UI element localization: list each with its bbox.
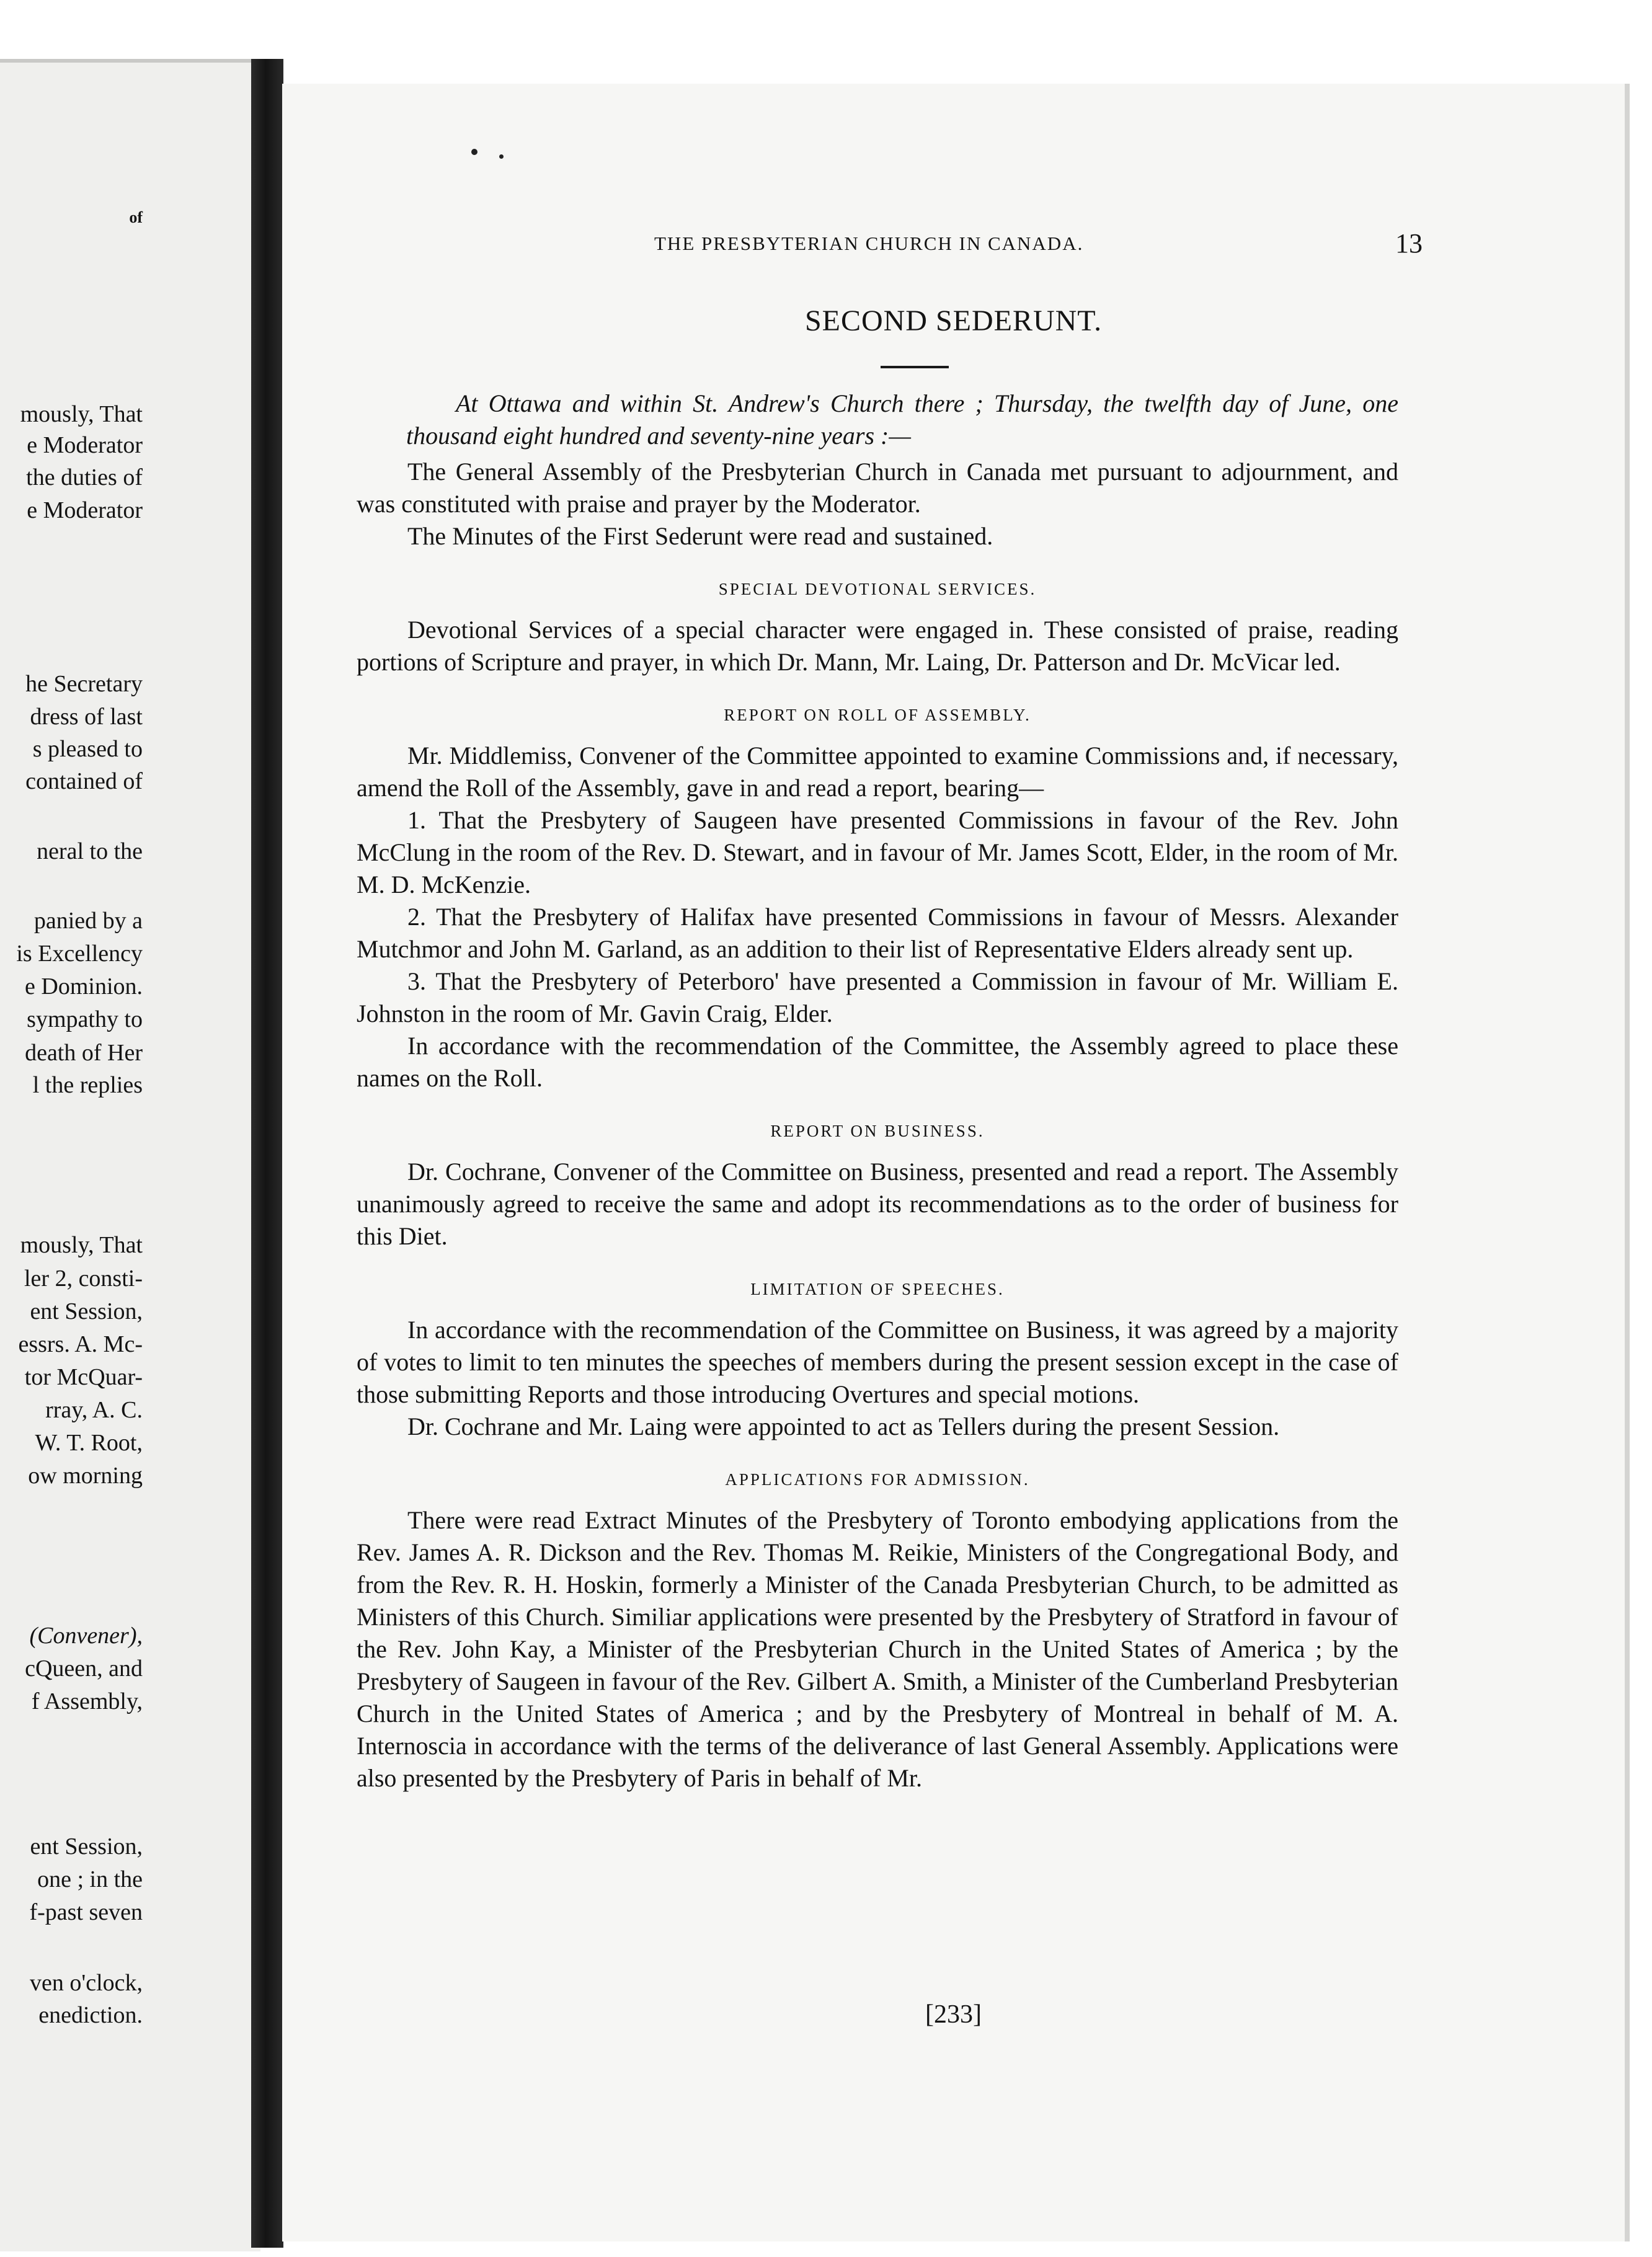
paragraph: There were read Extract Minutes of the Presbytery of Toronto embodying applications from the Rev. James A. R. Dickson and the Rev. Thomas M. Reikie, Ministers of the Congregational Body, and from the Rev. R. H. Hoskin, formerly a Minister of the Canada Presbyterian Church, to be admitted as Ministers of this Church. Similiar applications were presented by the Presbytery of Stratford in favour of the Rev. John Kay, a Minister of the Presbyterian Church in the United States of America ; by the Presbytery of Saugeen in favour of the Rev. Gilbert A. Smith, a Minister of the Cumberland Presbyterian Church in the United States of America ; and by the Presbytery of Montreal in behalf of M. A. Internoscia in accordance with the terms of the deliverance of last General Assembly. Applications were also presented by the Presbytery of Paris in behalf of Mr. — [357, 1506, 1398, 1792]
paragraph: 3. That the Presbytery of Peterboro' have presented a Commission in favour of Mr. William E. Johnston in the room of Mr. Gavin Craig, Elder. — [357, 967, 1398, 1027]
ink-speck — [471, 149, 477, 155]
left-page-fragment: rray, A. C. — [45, 1397, 143, 1423]
left-page-fragment: mously, That — [20, 1232, 143, 1258]
paragraph: Mr. Middlemiss, Convener of the Committee appointed to examine Commissions and, if necessary, amend the Roll of the Assembly, gave in and read a report, bearing— — [357, 742, 1398, 802]
left-page-fragment: ven o'clock, — [29, 1970, 143, 1996]
left-page-fragment: ler 2, consti- — [24, 1266, 143, 1292]
left-page-fragment: s pleased to — [32, 736, 143, 762]
left-page-fragment: one ; in the — [37, 1866, 143, 1892]
left-page-fragment: ow morning — [28, 1463, 143, 1489]
page-body — [357, 388, 1398, 1794]
left-page-fragment: e Moderator — [27, 497, 143, 523]
left-page-fragment: tor McQuar- — [24, 1364, 143, 1390]
page-number: 13 — [1395, 228, 1423, 259]
page-right — [282, 84, 1630, 2241]
section-heading: REPORT ON ROLL OF ASSEMBLY. — [724, 706, 1031, 724]
left-page-fragment: he Secretary — [25, 671, 143, 697]
section-heading: APPLICATIONS FOR ADMISSION. — [725, 1470, 1030, 1489]
left-page-fragment: essrs. A. Mc- — [18, 1331, 143, 1357]
left-page-fragment: W. T. Root, — [35, 1430, 143, 1456]
left-page-fragment: f Assembly, — [31, 1688, 143, 1714]
left-page-fragment: mously, That — [20, 401, 143, 427]
left-page-fragment: enediction. — [38, 2002, 143, 2028]
paragraph: Devotional Services of a special character were engaged in. These consisted of praise, reading portions of Scripture and prayer, in which Dr. Mann, Mr. Laing, Dr. Patterson and Dr. McVicar led. — [357, 616, 1398, 676]
left-page-fragment: dress of last — [30, 704, 143, 730]
title-rule — [881, 366, 949, 368]
paragraph: Dr. Cochrane, Convener of the Committee on Business, presented and read a report. The Assembly unanimously agreed to receive the same and adopt its recommendations as to the order of business for this Diet. — [357, 1158, 1398, 1250]
left-page-fragment: e Dominion. — [25, 973, 143, 1000]
left-page-fragment: e Moderator — [27, 432, 143, 458]
ink-speck — [499, 154, 504, 159]
date-line: At Ottawa and within St. Andrew's Church there ; Thursday, the twelfth day of June, one thousand eight hundred and seventy-nine years :— — [406, 389, 1398, 450]
left-page-fragment: panied by a — [33, 908, 143, 934]
paragraph: 2. That the Presbytery of Halifax have presented Commissions in favour of Messrs. Alexander Mutchmor and John M. Garland, as an addition to their list of Representative Elders already sent up. — [357, 903, 1398, 963]
facing-page-left — [0, 59, 260, 2251]
left-page-fragment: f-past seven — [29, 1899, 143, 1925]
paragraph: 1. That the Presbytery of Saugeen have presented Commissions in favour of the Rev. John McClung in the room of the Rev. D. Stewart, and in favour of Mr. James Scott, Elder, in the room of Mr. M. D. McKenzie. — [357, 806, 1398, 898]
left-page-fragment: l the replies — [32, 1072, 143, 1098]
left-page-fragment: ent Session, — [30, 1298, 143, 1324]
paragraph: Dr. Cochrane and Mr. Laing were appointed to act as Tellers during the present Session. — [407, 1412, 1280, 1440]
left-page-fragment: ent Session, — [30, 1834, 143, 1860]
left-page-fragment: (Convener), — [29, 1623, 143, 1649]
intro-paragraph: The Minutes of the First Sederunt were read and sustained. — [407, 522, 993, 550]
folio-number: [233] — [925, 2000, 982, 2029]
left-page-fragment: cQueen, and — [25, 1656, 143, 1682]
section-heading: SPECIAL DEVOTIONAL SERVICES. — [718, 580, 1037, 598]
left-page-fragment: death of Her — [25, 1040, 143, 1066]
left-page-fragment: neral to the — [37, 838, 143, 864]
left-page-fragment: sympathy to — [27, 1006, 143, 1032]
left-page-fragment: the duties of — [26, 464, 143, 490]
intro-paragraph: The General Assembly of the Presbyterian Church in Canada met pursuant to adjournment, and was constituted with praise and prayer by the Moderator. — [357, 458, 1398, 518]
section-title: SECOND SEDERUNT. — [804, 304, 1103, 337]
book-gutter — [251, 59, 283, 2248]
running-head: THE PRESBYTERIAN CHURCH IN CANADA. — [654, 233, 1084, 254]
left-page-fragment: contained of — [25, 768, 143, 794]
paragraph: In accordance with the recommendation of the Committee on Business, it was agreed by a majority of votes to limit to ten minutes the speeches of members during the present session except in the case of those submitting Reports and those introducing Overtures and special motions. — [357, 1316, 1398, 1408]
section-heading: LIMITATION OF SPEECHES. — [750, 1280, 1005, 1298]
paragraph: In accordance with the recommendation of the Committee, the Assembly agreed to place these names on the Roll. — [357, 1032, 1398, 1092]
left-page-fragment: of — [129, 208, 143, 226]
left-page-fragment: is Excellency — [16, 941, 143, 967]
section-heading: REPORT ON BUSINESS. — [770, 1122, 985, 1140]
